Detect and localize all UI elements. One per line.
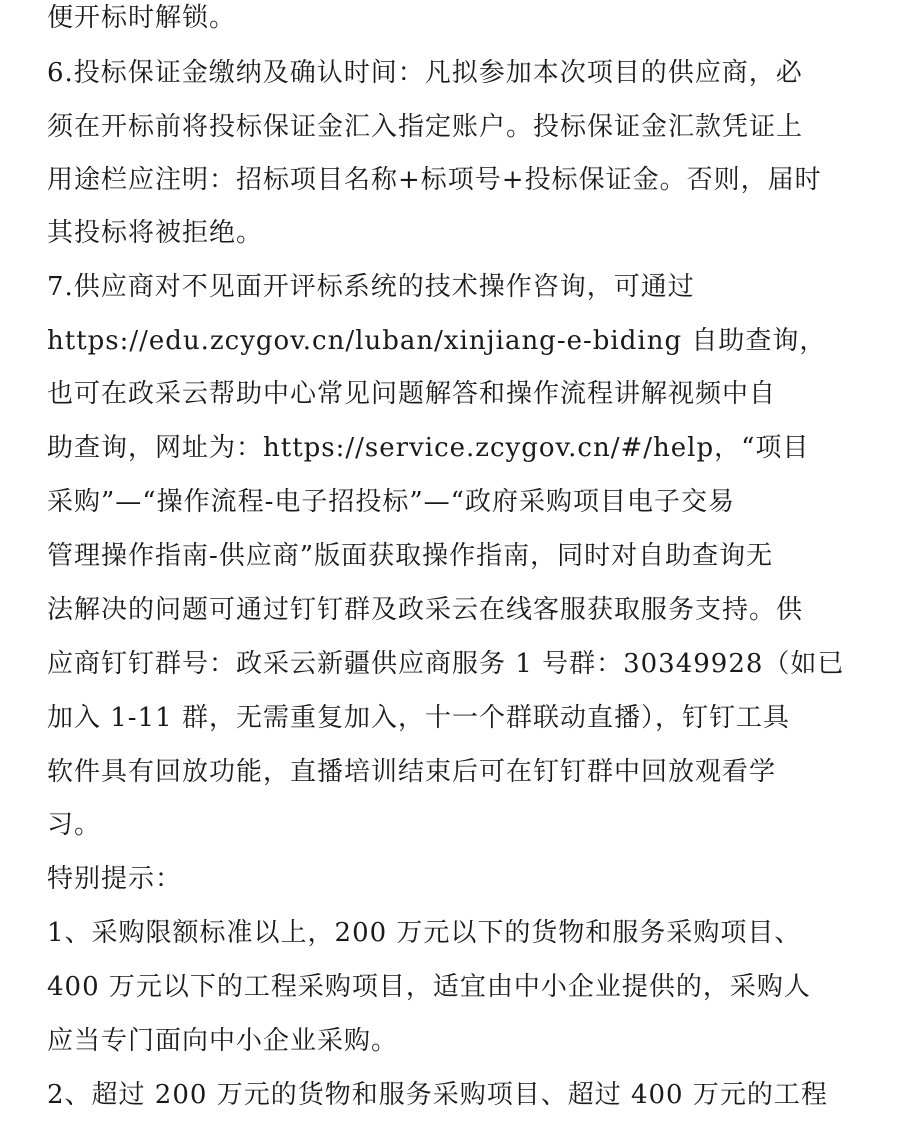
text-line-8: 也可在政采云帮助中心常见问题解答和操作流程讲解视频中自: [47, 379, 777, 409]
text-line-18: 1、采购限额标准以上，200 万元以下的货物和服务采购项目、: [47, 918, 802, 948]
text-line-15: 软件具有回放功能，直播培训结束后可在钉钉群中回放观看学: [47, 757, 777, 787]
text-line-19: 400 万元以下的工程采购项目，适宜由中小企业提供的，采购人: [47, 972, 811, 1002]
text-line-13: 应商钉钉群号：政采云新疆供应商服务 1 号群：30349928（如已: [47, 649, 845, 679]
text-line-12: 法解决的问题可通过钉钉群及政采云在线客服获取服务支持。供: [47, 595, 804, 625]
text-line-3: 须在开标前将投标保证金汇入指定账户。投标保证金汇款凭证上: [47, 112, 804, 142]
text-line-1: 便开标时解锁。: [47, 3, 237, 33]
text-line-7: https://edu.zcygov.cn/luban/xinjiang-e-biding 自助查询，: [47, 326, 827, 356]
text-line-4: 用途栏应注明：招标项目名称+标项号+投标保证金。否则，届时: [47, 165, 822, 195]
text-line-16: 习。: [47, 810, 102, 840]
text-line-17: 特别提示：: [47, 864, 183, 894]
text-line-9: 助查询，网址为：https://service.zcygov.cn/#/help，“项目: [47, 433, 810, 463]
text-line-6: 7.供应商对不见面开评标系统的技术操作咨询，可通过: [47, 272, 695, 302]
text-line-11: 管理操作指南-供应商”版面获取操作指南，同时对自助查询无: [47, 541, 774, 571]
text-line-14: 加入 1-11 群，无需重复加入，十一个群联动直播），钉钉工具: [47, 703, 790, 733]
text-line-5: 其投标将被拒绝。: [47, 218, 264, 248]
text-line-20: 应当专门面向中小企业采购。: [47, 1026, 399, 1056]
text-line-10: 采购”—“操作流程-电子招投标”—“政府采购项目电子交易: [47, 487, 735, 517]
text-line-2: 6.投标保证金缴纳及确认时间：凡拟参加本次项目的供应商，必: [47, 58, 803, 88]
text-line-21: 2、超过 200 万元的货物和服务采购项目、超过 400 万元的工程: [47, 1080, 828, 1110]
